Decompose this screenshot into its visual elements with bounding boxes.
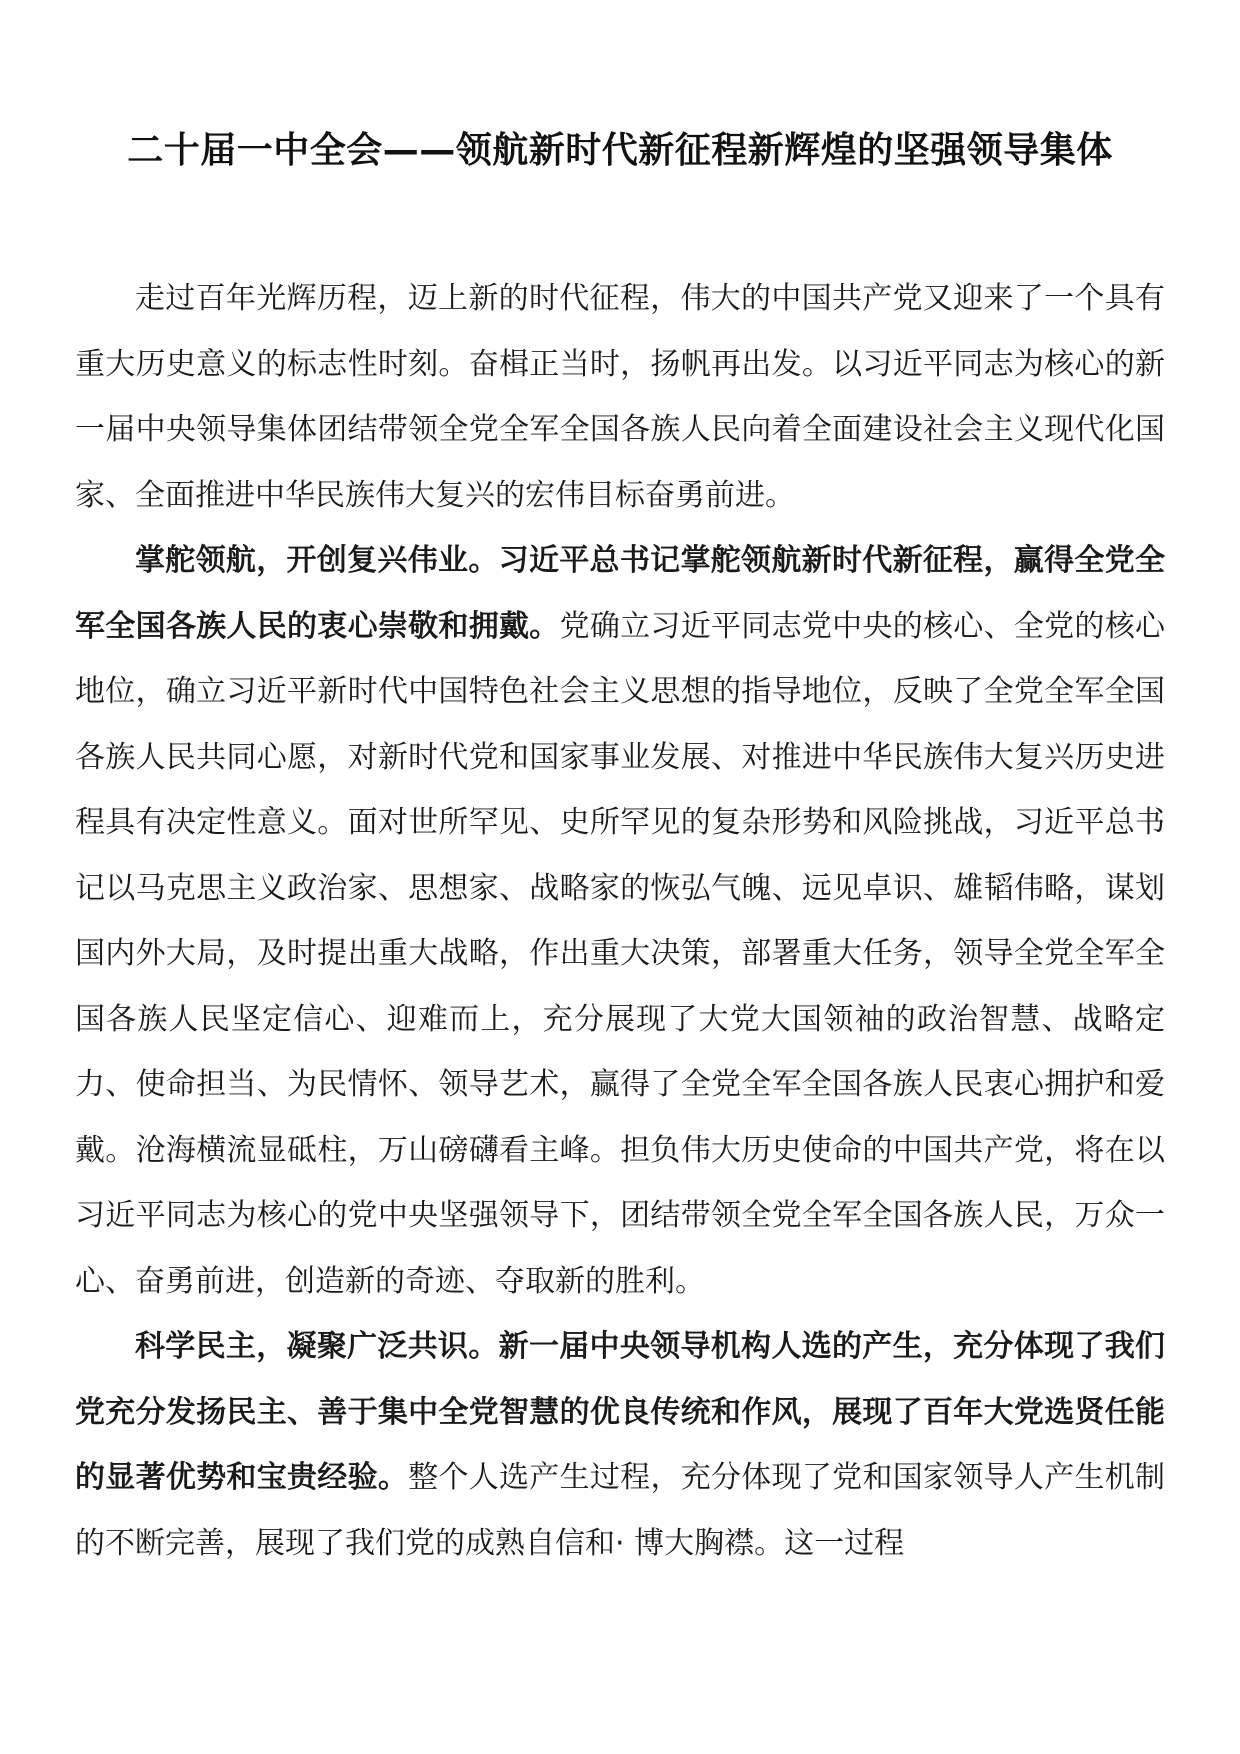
paragraph-3 (75, 1314, 1165, 1576)
paragraph-2 (75, 528, 1165, 1314)
paragraph-text: 党确立习近平同志党中央的核心、全党的核心地位，确立习近平新时代中国特色社会主义思想的指导地位，反映了全党全军全国各族人民共同心愿，对新时代党和国家事业发展、对推进中华民族伟大复兴历史进程具有决定性意义。面对世所罕见、史所罕见的复杂形势和风险挑战，习近平总书记以马克思主义政治家、思想家、战略家的恢弘气魄、远见卓识、雄韬伟略，谋划国内外大局，及时提出重大战略，作出重大决策，部署重大任务，领导全党全军全国各族人民坚定信心、迎难而上，充分展现了大党大国领袖的政治智慧、战略定力、使命担当、为民情怀、领导艺术，赢得了全党全军全国各族人民衷心拥护和爱戴。沧海横流显砥柱，万山磅礴看主峰。担负伟大历史使命的中国共产党，将在以习近平同志为核心的党中央坚强领导下，团结带领全党全军全国各族人民，万众一心、奋勇前进，创造新的奇迹、夺取新的胜利。 (75, 608, 1166, 1299)
document-title: 二十届一中全会——领航新时代新征程新辉煌的坚强领导集体 (127, 130, 1113, 171)
paragraph-text: 整个人选产生过程，充分体现了党和国家领导人产生机制的不断完善，展现了我们党的成熟自信和· 博大胸襟。这一过程 (75, 1460, 1166, 1561)
paragraph-text: 走过百年光辉历程，迈上新的时代征程，伟大的中国共产党又迎来了一个具有重大历史意义的标志性时刻。奋楫正当时，扬帆再出发。以习近平同志为核心的新一届中央领导集体团结带领全党全军全国各族人民向着全面建设社会主义现代化国家、全面推进中华民族伟大复兴的宏伟目标奋勇前进。 (75, 281, 1165, 513)
document-body (75, 266, 1165, 1576)
paragraph-lead: 掌舵领航，开创复兴伟业。习近平总书记掌舵领航新时代新征程，赢得全党全军全国各族人民的衷心崇敬和拥戴。 (75, 543, 1165, 644)
paragraph-1 (75, 266, 1165, 528)
paragraph-lead: 科学民主，凝聚广泛共识。新一届中央领导机构人选的产生，充分体现了我们党充分发扬民主、善于集中全党智慧的优良传统和作风，展现了百年大党选贤任能的显著优势和宝贵经验。 (75, 1329, 1165, 1495)
